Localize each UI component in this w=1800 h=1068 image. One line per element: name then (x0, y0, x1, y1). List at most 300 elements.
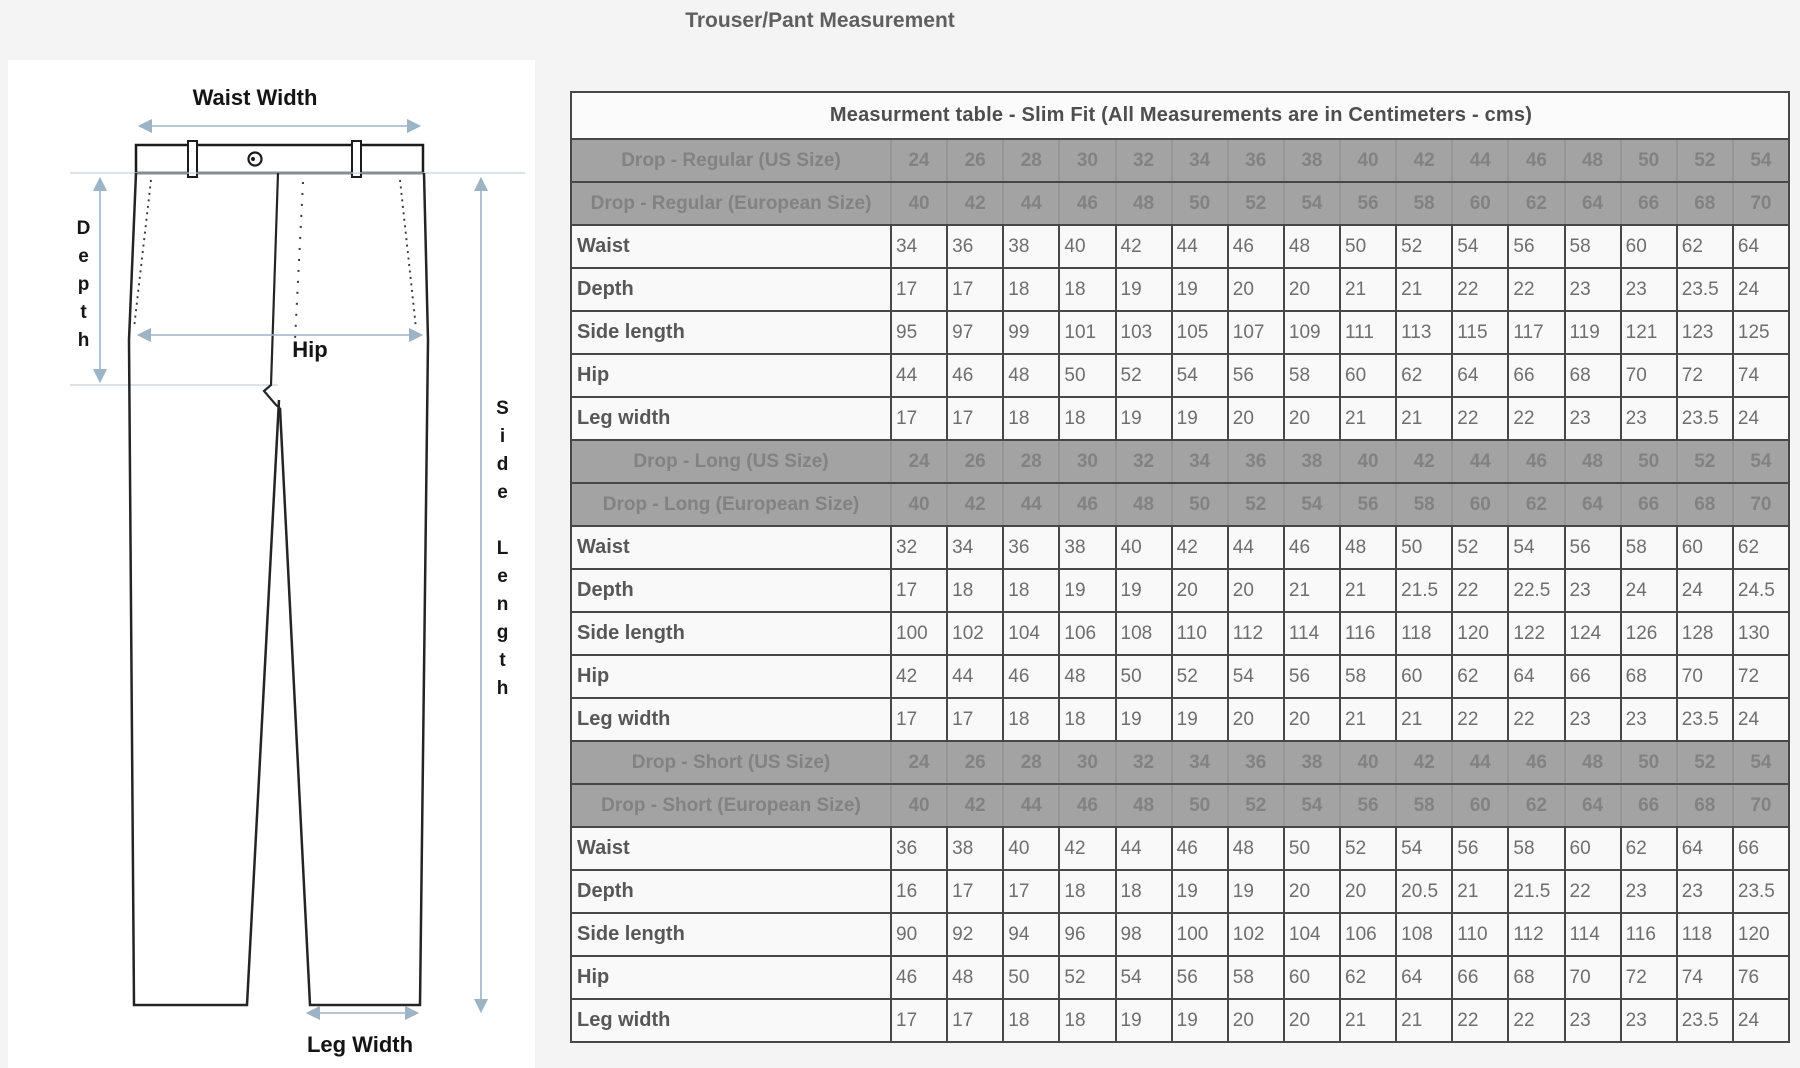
value-cell: 105 (1172, 311, 1228, 354)
value-cell: 114 (1565, 913, 1621, 956)
value-cell: 58 (1508, 827, 1564, 870)
measurement-row (571, 655, 1789, 698)
value-cell: 110 (1172, 612, 1228, 655)
measurement-row (571, 999, 1789, 1042)
value-cell: 118 (1396, 612, 1452, 655)
value-cell: 48 (947, 956, 1003, 999)
value-cell: 40 (1116, 526, 1172, 569)
value-cell: 42 (1059, 827, 1115, 870)
value-cell: 119 (1565, 311, 1621, 354)
size-header-cell: 46 (1059, 182, 1115, 225)
size-header-cell: 68 (1677, 784, 1733, 827)
value-cell: 40 (1003, 827, 1059, 870)
value-cell: 56 (1172, 956, 1228, 999)
row-label: Side length (571, 311, 891, 354)
size-header-cell: 44 (1452, 741, 1508, 784)
size-header-cell: 36 (1228, 741, 1284, 784)
value-cell: 126 (1621, 612, 1677, 655)
size-header-cell: 60 (1452, 182, 1508, 225)
size-header-cell: 44 (1003, 483, 1059, 526)
value-cell: 18 (1003, 999, 1059, 1042)
size-header-row (571, 784, 1789, 827)
value-cell: 104 (1003, 612, 1059, 655)
value-cell: 54 (1396, 827, 1452, 870)
value-cell: 48 (1284, 225, 1340, 268)
value-cell: 17 (947, 397, 1003, 440)
size-header-cell: 36 (1228, 139, 1284, 182)
value-cell: 23.5 (1677, 397, 1733, 440)
value-cell: 52 (1396, 225, 1452, 268)
value-cell: 122 (1508, 612, 1564, 655)
size-header-cell: 30 (1059, 741, 1115, 784)
size-header-cell: 40 (891, 483, 947, 526)
value-cell: 58 (1284, 354, 1340, 397)
size-header-cell: 70 (1733, 784, 1789, 827)
right-pocket-dotted-line (400, 180, 416, 328)
value-cell: 56 (1508, 225, 1564, 268)
value-cell: 100 (891, 612, 947, 655)
value-cell: 66 (1733, 827, 1789, 870)
size-header-cell: 26 (947, 139, 1003, 182)
value-cell: 62 (1396, 354, 1452, 397)
row-label: Hip (571, 354, 891, 397)
size-header-cell: 38 (1284, 440, 1340, 483)
value-cell: 64 (1677, 827, 1733, 870)
value-cell: 17 (947, 268, 1003, 311)
value-cell: 44 (1228, 526, 1284, 569)
trouser-fly-line (264, 173, 280, 408)
value-cell: 114 (1284, 612, 1340, 655)
measurement-row (571, 397, 1789, 440)
size-header-cell: 68 (1677, 483, 1733, 526)
size-header-cell: 66 (1621, 182, 1677, 225)
value-cell: 40 (1059, 225, 1115, 268)
value-cell: 56 (1565, 526, 1621, 569)
value-cell: 18 (1003, 698, 1059, 741)
value-cell: 21 (1284, 569, 1340, 612)
value-cell: 21.5 (1396, 569, 1452, 612)
value-cell: 111 (1340, 311, 1396, 354)
size-header-cell: 32 (1116, 440, 1172, 483)
size-header-cell: 52 (1677, 440, 1733, 483)
value-cell: 44 (891, 354, 947, 397)
size-header-cell: 52 (1228, 784, 1284, 827)
row-label: Depth (571, 870, 891, 913)
size-header-cell: 32 (1116, 139, 1172, 182)
size-header-cell: 58 (1396, 483, 1452, 526)
size-header-cell: 42 (1396, 139, 1452, 182)
value-cell: 106 (1340, 913, 1396, 956)
value-cell: 100 (1172, 913, 1228, 956)
size-header-cell: 34 (1172, 139, 1228, 182)
value-cell: 24 (1733, 698, 1789, 741)
value-cell: 62 (1621, 827, 1677, 870)
size-header-cell: 34 (1172, 741, 1228, 784)
value-cell: 19 (1116, 999, 1172, 1042)
value-cell: 58 (1621, 526, 1677, 569)
value-cell: 68 (1621, 655, 1677, 698)
value-cell: 20 (1228, 397, 1284, 440)
value-cell: 21 (1396, 268, 1452, 311)
waist-width-label: Waist Width (192, 85, 318, 110)
value-cell: 120 (1733, 913, 1789, 956)
value-cell: 94 (1003, 913, 1059, 956)
value-cell: 20.5 (1396, 870, 1452, 913)
row-label: Leg width (571, 698, 891, 741)
value-cell: 54 (1172, 354, 1228, 397)
value-cell: 42 (1116, 225, 1172, 268)
measurement-row (571, 698, 1789, 741)
value-cell: 64 (1733, 225, 1789, 268)
value-cell: 44 (1172, 225, 1228, 268)
value-cell: 60 (1677, 526, 1733, 569)
value-cell: 21 (1452, 870, 1508, 913)
value-cell: 108 (1116, 612, 1172, 655)
value-cell: 109 (1284, 311, 1340, 354)
size-header-cell: 40 (891, 784, 947, 827)
size-header-cell: 46 (1059, 483, 1115, 526)
value-cell: 42 (1172, 526, 1228, 569)
value-cell: 58 (1565, 225, 1621, 268)
value-cell: 19 (1172, 870, 1228, 913)
value-cell: 17 (891, 569, 947, 612)
size-header-row (571, 182, 1789, 225)
row-label: Waist (571, 827, 891, 870)
size-header-cell: 58 (1396, 182, 1452, 225)
value-cell: 48 (1228, 827, 1284, 870)
size-header-cell: 54 (1284, 784, 1340, 827)
value-cell: 38 (1003, 225, 1059, 268)
value-cell: 18 (1059, 999, 1115, 1042)
size-header-cell: 32 (1116, 741, 1172, 784)
value-cell: 90 (891, 913, 947, 956)
size-header-cell: 46 (1508, 139, 1564, 182)
value-cell: 20 (1284, 698, 1340, 741)
value-cell: 21 (1396, 999, 1452, 1042)
value-cell: 20 (1228, 569, 1284, 612)
value-cell: 22 (1565, 870, 1621, 913)
value-cell: 112 (1508, 913, 1564, 956)
value-cell: 52 (1172, 655, 1228, 698)
measurement-row (571, 268, 1789, 311)
value-cell: 19 (1172, 397, 1228, 440)
value-cell: 23 (1565, 397, 1621, 440)
value-cell: 66 (1565, 655, 1621, 698)
size-header-cell: 28 (1003, 139, 1059, 182)
value-cell: 18 (1059, 397, 1115, 440)
value-cell: 18 (1003, 268, 1059, 311)
value-cell: 23 (1621, 698, 1677, 741)
value-cell: 20 (1284, 870, 1340, 913)
measurement-table-body (571, 92, 1789, 1042)
value-cell: 17 (891, 268, 947, 311)
value-cell: 19 (1116, 569, 1172, 612)
value-cell: 23.5 (1677, 999, 1733, 1042)
value-cell: 21 (1396, 698, 1452, 741)
value-cell: 18 (1003, 569, 1059, 612)
size-header-cell: 64 (1565, 182, 1621, 225)
size-header-cell: 62 (1508, 182, 1564, 225)
value-cell: 23 (1621, 397, 1677, 440)
section-header-label: Drop - Short (US Size) (571, 741, 891, 784)
value-cell: 23.5 (1733, 870, 1789, 913)
measurement-row (571, 913, 1789, 956)
value-cell: 36 (947, 225, 1003, 268)
value-cell: 20 (1228, 268, 1284, 311)
left-pocket-dotted-line (134, 180, 151, 328)
table-title: Measurment table - Slim Fit (All Measurements are in Centimeters - cms) (571, 92, 1789, 139)
size-header-cell: 44 (1452, 139, 1508, 182)
value-cell: 99 (1003, 311, 1059, 354)
value-cell: 22 (1508, 999, 1564, 1042)
row-label: Hip (571, 956, 891, 999)
row-label: Side length (571, 913, 891, 956)
value-cell: 56 (1228, 354, 1284, 397)
value-cell: 58 (1228, 956, 1284, 999)
value-cell: 36 (1003, 526, 1059, 569)
value-cell: 21 (1340, 397, 1396, 440)
size-header-cell: 42 (1396, 741, 1452, 784)
value-cell: 66 (1452, 956, 1508, 999)
value-cell: 68 (1508, 956, 1564, 999)
row-label: Waist (571, 526, 891, 569)
row-label: Depth (571, 569, 891, 612)
measurement-row (571, 311, 1789, 354)
value-cell: 24.5 (1733, 569, 1789, 612)
section-header-label: Drop - Short (European Size) (571, 784, 891, 827)
value-cell: 74 (1733, 354, 1789, 397)
value-cell: 50 (1116, 655, 1172, 698)
value-cell: 60 (1396, 655, 1452, 698)
value-cell: 21 (1340, 999, 1396, 1042)
value-cell: 116 (1340, 612, 1396, 655)
value-cell: 125 (1733, 311, 1789, 354)
value-cell: 76 (1733, 956, 1789, 999)
measurement-row (571, 827, 1789, 870)
size-header-cell: 36 (1228, 440, 1284, 483)
size-header-row (571, 440, 1789, 483)
value-cell: 16 (891, 870, 947, 913)
row-label: Leg width (571, 999, 891, 1042)
measurement-row (571, 956, 1789, 999)
value-cell: 42 (891, 655, 947, 698)
value-cell: 107 (1228, 311, 1284, 354)
value-cell: 95 (891, 311, 947, 354)
size-header-cell: 26 (947, 741, 1003, 784)
value-cell: 50 (1284, 827, 1340, 870)
value-cell: 24 (1733, 999, 1789, 1042)
value-cell: 50 (1059, 354, 1115, 397)
size-header-cell: 44 (1003, 182, 1059, 225)
trouser-diagram (8, 60, 535, 1068)
value-cell: 56 (1452, 827, 1508, 870)
value-cell: 22 (1508, 268, 1564, 311)
size-header-cell: 50 (1172, 784, 1228, 827)
size-header-cell: 52 (1677, 139, 1733, 182)
size-header-cell: 46 (1508, 440, 1564, 483)
value-cell: 23.5 (1677, 698, 1733, 741)
value-cell: 106 (1059, 612, 1115, 655)
value-cell: 123 (1677, 311, 1733, 354)
value-cell: 60 (1340, 354, 1396, 397)
size-header-cell: 56 (1340, 182, 1396, 225)
measurement-row (571, 225, 1789, 268)
size-header-cell: 54 (1733, 440, 1789, 483)
value-cell: 19 (1228, 870, 1284, 913)
measurement-row (571, 526, 1789, 569)
value-cell: 22 (1508, 698, 1564, 741)
size-header-cell: 40 (891, 182, 947, 225)
size-header-cell: 28 (1003, 440, 1059, 483)
value-cell: 19 (1172, 999, 1228, 1042)
value-cell: 60 (1284, 956, 1340, 999)
size-header-cell: 50 (1172, 182, 1228, 225)
value-cell: 56 (1284, 655, 1340, 698)
value-cell: 36 (891, 827, 947, 870)
measurement-row (571, 870, 1789, 913)
value-cell: 46 (1228, 225, 1284, 268)
belt-loop-left (188, 141, 197, 177)
size-header-cell: 28 (1003, 741, 1059, 784)
value-cell: 60 (1565, 827, 1621, 870)
size-header-cell: 42 (947, 182, 1003, 225)
value-cell: 46 (947, 354, 1003, 397)
size-header-cell: 50 (1621, 139, 1677, 182)
size-header-cell: 70 (1733, 182, 1789, 225)
value-cell: 22 (1452, 397, 1508, 440)
size-header-row (571, 483, 1789, 526)
row-label: Side length (571, 612, 891, 655)
value-cell: 117 (1508, 311, 1564, 354)
value-cell: 50 (1396, 526, 1452, 569)
row-label: Hip (571, 655, 891, 698)
value-cell: 44 (947, 655, 1003, 698)
value-cell: 17 (947, 698, 1003, 741)
value-cell: 50 (1003, 956, 1059, 999)
size-header-cell: 54 (1284, 483, 1340, 526)
trouser-right-leg-outline (280, 173, 428, 1005)
measurement-row (571, 354, 1789, 397)
value-cell: 74 (1677, 956, 1733, 999)
value-cell: 20 (1228, 999, 1284, 1042)
side-length-vertical-label: Side Length (492, 398, 513, 706)
size-header-cell: 42 (947, 483, 1003, 526)
size-header-cell: 66 (1621, 784, 1677, 827)
value-cell: 21 (1396, 397, 1452, 440)
value-cell: 23 (1565, 268, 1621, 311)
size-header-cell: 26 (947, 440, 1003, 483)
value-cell: 96 (1059, 913, 1115, 956)
value-cell: 34 (947, 526, 1003, 569)
size-header-cell: 64 (1565, 784, 1621, 827)
hip-label: Hip (292, 337, 328, 362)
value-cell: 46 (891, 956, 947, 999)
size-header-row (571, 139, 1789, 182)
value-cell: 52 (1452, 526, 1508, 569)
size-header-cell: 52 (1677, 741, 1733, 784)
size-header-cell: 48 (1116, 483, 1172, 526)
value-cell: 34 (891, 225, 947, 268)
size-header-cell: 58 (1396, 784, 1452, 827)
value-cell: 52 (1340, 827, 1396, 870)
value-cell: 22 (1508, 397, 1564, 440)
value-cell: 23 (1621, 999, 1677, 1042)
value-cell: 110 (1452, 913, 1508, 956)
value-cell: 17 (947, 999, 1003, 1042)
value-cell: 20 (1340, 870, 1396, 913)
value-cell: 17 (947, 870, 1003, 913)
value-cell: 22 (1452, 569, 1508, 612)
section-header-label: Drop - Regular (US Size) (571, 139, 891, 182)
value-cell: 18 (947, 569, 1003, 612)
trouser-diagram-drawing (8, 60, 535, 1068)
value-cell: 20 (1172, 569, 1228, 612)
value-cell: 18 (1003, 397, 1059, 440)
size-header-cell: 48 (1565, 139, 1621, 182)
waist-button-dot (251, 157, 255, 161)
leg-width-label: Leg Width (306, 1032, 414, 1057)
size-header-cell: 44 (1452, 440, 1508, 483)
size-header-cell: 50 (1621, 440, 1677, 483)
size-header-cell: 24 (891, 440, 947, 483)
value-cell: 18 (1116, 870, 1172, 913)
value-cell: 17 (1003, 870, 1059, 913)
value-cell: 23 (1621, 870, 1677, 913)
value-cell: 52 (1116, 354, 1172, 397)
section-header-label: Drop - Regular (European Size) (571, 182, 891, 225)
waistband (136, 145, 423, 173)
value-cell: 64 (1452, 354, 1508, 397)
value-cell: 19 (1172, 698, 1228, 741)
measurement-row (571, 569, 1789, 612)
size-header-cell: 34 (1172, 440, 1228, 483)
value-cell: 23 (1677, 870, 1733, 913)
page-title: Trouser/Pant Measurement (685, 9, 955, 32)
measurement-row (571, 612, 1789, 655)
value-cell: 23 (1621, 268, 1677, 311)
row-label: Leg width (571, 397, 891, 440)
value-cell: 18 (1059, 268, 1115, 311)
size-header-cell: 48 (1565, 440, 1621, 483)
value-cell: 20 (1228, 698, 1284, 741)
size-header-cell: 54 (1284, 182, 1340, 225)
value-cell: 21 (1340, 698, 1396, 741)
size-header-cell: 52 (1228, 182, 1284, 225)
value-cell: 17 (891, 397, 947, 440)
value-cell: 101 (1059, 311, 1115, 354)
value-cell: 24 (1621, 569, 1677, 612)
size-header-cell: 38 (1284, 139, 1340, 182)
section-header-label: Drop - Long (European Size) (571, 483, 891, 526)
value-cell: 70 (1677, 655, 1733, 698)
value-cell: 54 (1452, 225, 1508, 268)
value-cell: 19 (1116, 397, 1172, 440)
value-cell: 54 (1228, 655, 1284, 698)
value-cell: 128 (1677, 612, 1733, 655)
size-header-cell: 46 (1059, 784, 1115, 827)
value-cell: 104 (1284, 913, 1340, 956)
value-cell: 118 (1677, 913, 1733, 956)
value-cell: 18 (1059, 698, 1115, 741)
size-header-cell: 24 (891, 139, 947, 182)
value-cell: 116 (1621, 913, 1677, 956)
value-cell: 54 (1116, 956, 1172, 999)
value-cell: 113 (1396, 311, 1452, 354)
value-cell: 19 (1116, 698, 1172, 741)
value-cell: 38 (1059, 526, 1115, 569)
value-cell: 21 (1340, 569, 1396, 612)
value-cell: 112 (1228, 612, 1284, 655)
